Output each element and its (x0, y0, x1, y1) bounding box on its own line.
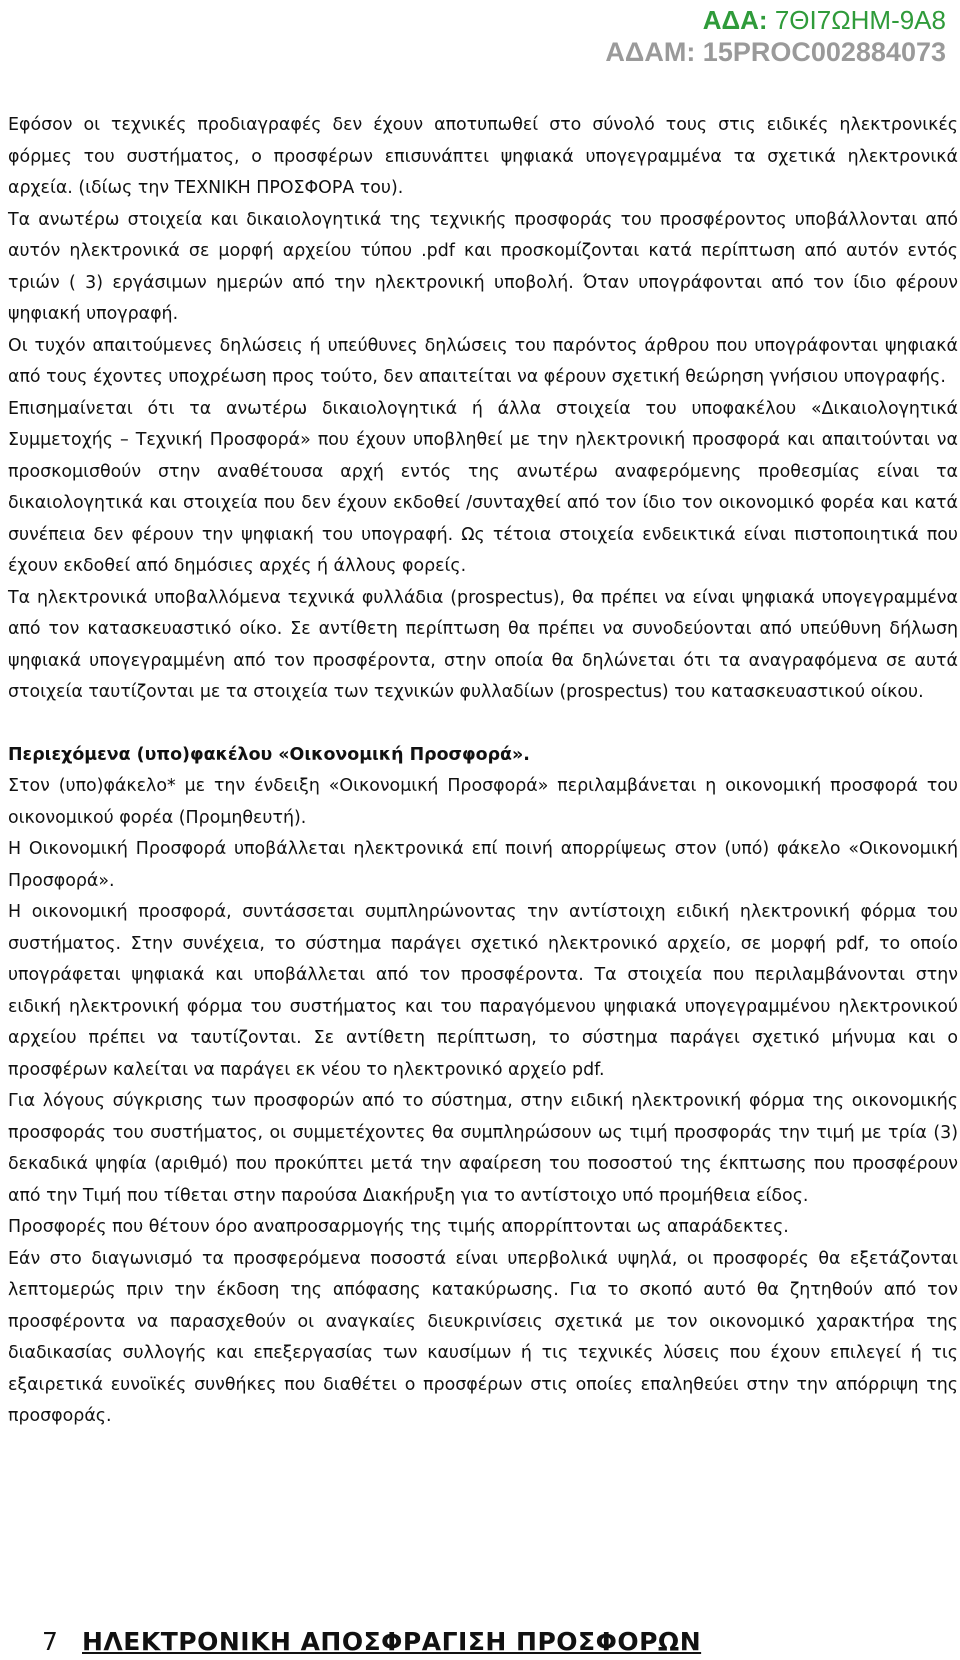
paragraph: Για λόγους σύγκρισης των προσφορών από το σύστημα, στην ειδική ηλεκτρονική φόρμα της οικονομικής προσφοράς του συστήματος, οι συμμετέχοντες θα συμπληρώσουν ως τιμή προσφοράς την τιμή με τρία (3) δεκαδικά ψηφία (αριθμό) που προκύπτει μετά την αφαίρεση του ποσοστού της έκπτωσης που προσφέρουν από την Τιμή που τίθεται στην παρούσα Διακήρυξη για το αντίστοιχο υπό προμήθεια είδος. (8, 1091, 958, 1206)
paragraph: Εάν στο διαγωνισμό τα προσφερόμενα ποσοστά είναι υπερβολικά υψηλά, οι προσφορές θα εξετάζονται λεπτομερώς πριν την έκδοση της απόφασης κατακύρωσης. Για το σκοπό αυτό θα ζητηθούν από τον προσφέροντα να παρασχεθούν οι αναγκαίες διευκρινίσεις σχετικά με τον οικονομικό χαρακτήρα της διαδικασίας συλλογής και επεξεργασίας των καυσίμων ή τις τεχνικές λύσεις που έχουν επιλεγεί ή τις εξαιρετικά ευνοϊκές συνθήκες που διαθέτει ο προσφέρων στις οποίες επαληθεύει στην την απόρριψη της προσφοράς. (8, 1248, 958, 1426)
paragraph: Η Οικονομική Προσφορά υποβάλλεται ηλεκτρονικά επί ποινή απορρίψεως στον (υπό) φάκελο «Οικονομική Προσφορά». (8, 839, 958, 891)
ada-label: ΑΔΑ: (702, 5, 768, 35)
paragraph: Τα ηλεκτρονικά υποβαλλόμενα τεχνικά φυλλάδια (prospectus), θα πρέπει να είναι ψηφιακά υπογεγραμμένα από τον κατασκευαστικό οίκο. Σε αντίθετη περίπτωση θα πρέπει να συνοδεύονται από υπεύθυνη δήλωση ψηφιακά υπογεγραμμένη από τον προσφέροντα, στην οποία θα δηλώνεται ότι τα αναγραφόμενα σε αυτά στοιχεία ταυτίζονται με τα στοιχεία των τεχνικών φυλλαδίων (prospectus) του κατασκευαστικού οίκου. (8, 587, 958, 702)
paragraph: Η οικονομική προσφορά, συντάσσεται συμπληρώνοντας την αντίστοιχη ειδική ηλεκτρονική φόρμα του συστήματος. Στην συνέχεια, το σύστημα παράγει σχετικό ηλεκτρονικό αρχείο, σε μορφή pdf, το οποίο υπογράφεται ψηφιακά και υποβάλλεται από τον προσφέροντα. Τα στοιχεία που περιλαμβάνονται στην ειδική ηλεκτρονική φόρμα του συστήματος και του παραγόμενου ψηφιακά υπογεγραμμένου ηλεκτρονικού αρχείου πρέπει να ταυτίζονται. Σε αντίθετη περίπτωση, το σύστημα παράγει σχετικό μήνυμα και ο προσφέρων καλείται να παράγει εκ νέου το ηλεκτρονικό αρχείο pdf. (8, 902, 958, 1080)
section-number: 7 (42, 1627, 58, 1656)
paragraph: Στον (υπο)φάκελο* με την ένδειξη «Οικονομική Προσφορά» περιλαμβάνεται η οικονομική προσφορά του οικονομικού φορέα (Προμηθευτή). (8, 776, 958, 828)
ada-value: 7ΘΙ7ΩΗΜ-9Α8 (774, 5, 946, 35)
paragraph: Επισημαίνεται ότι τα ανωτέρω δικαιολογητικά ή άλλα στοιχεία του υποφακέλου «Δικαιολογητικά Συμμετοχής – Τεχνική Προσφορά» που έχουν υποβληθεί με την ηλεκτρονική προσφορά και απαιτούνται να προσκομισθούν στην αναθέτουσα αρχή εντός της ανωτέρω αναφερόμενης προθεσμίας είναι τα δικαιολογητικά και στοιχεία που δεν έχουν εκδοθεί /συνταχθεί από τον ίδιο τον οικονομικό φορέα και κατά συνέπεια δεν φέρουν την ψηφιακή του υπογραφή. Ως τέτοια στοιχεία ενδεικτικά είναι πιστοποιητικά που έχουν εκδοθεί από δημόσιες αρχές ή άλλους φορείς. (8, 398, 958, 576)
ada-code (605, 4, 946, 36)
next-section-heading (42, 1625, 701, 1659)
section-heading: Περιεχόμενα (υπο)φακέλου «Οικονομική Προσφορά». (8, 744, 530, 765)
paragraph: Τα ανωτέρω στοιχεία και δικαιολογητικά της τεχνικής προσφοράς του προσφέροντος υποβάλλονται από αυτόν ηλεκτρονικά σε μορφή αρχείου τύπου .pdf και προσκομίζονται κατά περίπτωση από αυτόν εντός τριών ( 3) εργάσιμων ημερών από την ηλεκτρονική υποβολή. Όταν υπογράφονται από τον ίδιο φέρουν ψηφιακή υπογραφή. (8, 209, 958, 324)
document-header (605, 4, 946, 68)
section-title: ΗΛΕΚΤΡΟΝΙΚΗ ΑΠΟΣΦΡΑΓΙΣΗ ΠΡΟΣΦΟΡΩΝ (82, 1627, 702, 1656)
paragraph: Εφόσον οι τεχνικές προδιαγραφές δεν έχουν αποτυπωθεί στο σύνολό τους στις ειδικές ηλεκτρονικές φόρμες του συστήματος, ο προσφέρων επισυνάπτει ψηφιακά υπογεγραμμένα τα σχετικά ηλεκτρονικά αρχεία. (ιδίως την ΤΕΧΝΙΚΗ ΠΡΟΣΦΟΡΑ του). (8, 115, 958, 198)
adam-code: ΑΔΑΜ: 15PROC002884073 (605, 37, 946, 67)
paragraph: Οι τυχόν απαιτούμενες δηλώσεις ή υπεύθυνες δηλώσεις του παρόντος άρθρου που υπογράφονται ψηφιακά από τους έχοντες υποχρέωση προς τούτο, δεν απαιτείται να φέρουν σχετική θεώρηση γνήσιου υπογραφής. (8, 335, 958, 387)
document-body (8, 110, 958, 1433)
paragraph: Προσφορές που θέτουν όρο αναπροσαρμογής της τιμής απορρίπτονται ως απαράδεκτες. (8, 1217, 789, 1237)
